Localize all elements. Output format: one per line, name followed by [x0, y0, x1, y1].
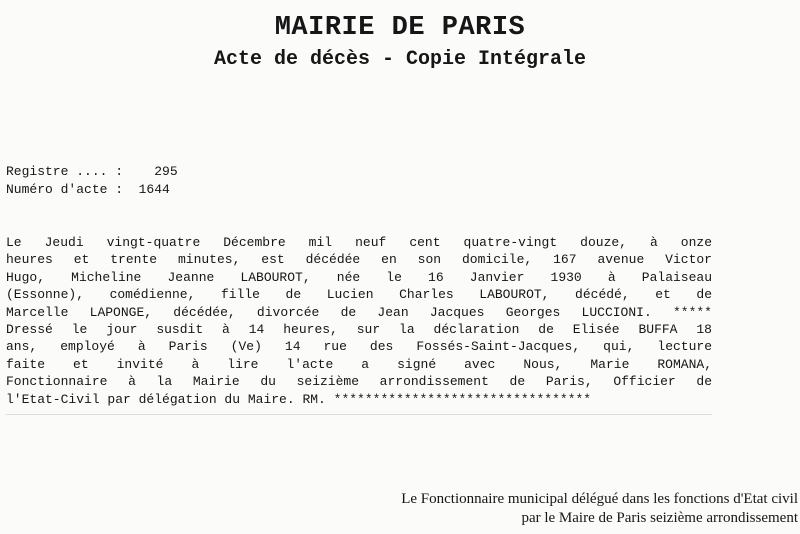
document-subtitle: Acte de décès - Copie Intégrale: [213, 48, 587, 71]
act-text-line: l'Etat-Civil par délégation du Maire. RM. *********************************: [6, 391, 592, 407]
registry-block: [6, 163, 178, 198]
acte-number: Numéro d'acte : 1644: [6, 181, 170, 197]
signature-line-1: Le Fonctionnaire municipal délégué dans les fonctions d'Etat civil: [401, 491, 798, 507]
act-text-line: Le Jeudi vingt-quatre Décembre mil neuf cent quatre-vingt douze, à onze: [6, 235, 712, 250]
signature-block: [401, 490, 798, 528]
act-text-line: Hugo, Micheline Jeanne LABOUROT, née le 16 Janvier 1930 à Palaiseau: [6, 269, 712, 285]
act-text-line: (Essonne), comédienne, fille de Lucien Charles LABOUROT, décédé, et de: [6, 287, 712, 303]
document-title: MAIRIE DE PARIS: [274, 13, 526, 43]
act-text: [6, 234, 712, 408]
act-text-line: Dressé le jour susdit à 14 heures, sur la déclaration de Elisée BUFFA 18: [6, 321, 712, 337]
registre-number: Registre .... : 295: [6, 164, 178, 179]
act-text-line: Marcelle LAPONGE, décédée, divorcée de Jean Jacques Georges LUCCIONI. *****: [6, 304, 712, 320]
divider-line: [6, 414, 712, 415]
act-text-line: faite et invité à lire l'acte a signé avec Nous, Marie ROMANA,: [6, 356, 712, 372]
act-text-line: ans, employé à Paris (Ve) 14 rue des Fossés-Saint-Jacques, qui, lecture: [6, 339, 712, 355]
act-text-line: Fonctionnaire à la Mairie du seizième arrondissement de Paris, Officier de: [6, 374, 712, 390]
signature-line-2: par le Maire de Paris seizième arrondissement: [521, 510, 798, 526]
act-text-line: heures et trente minutes, est décédée en son domicile, 167 avenue Victor: [6, 252, 712, 268]
